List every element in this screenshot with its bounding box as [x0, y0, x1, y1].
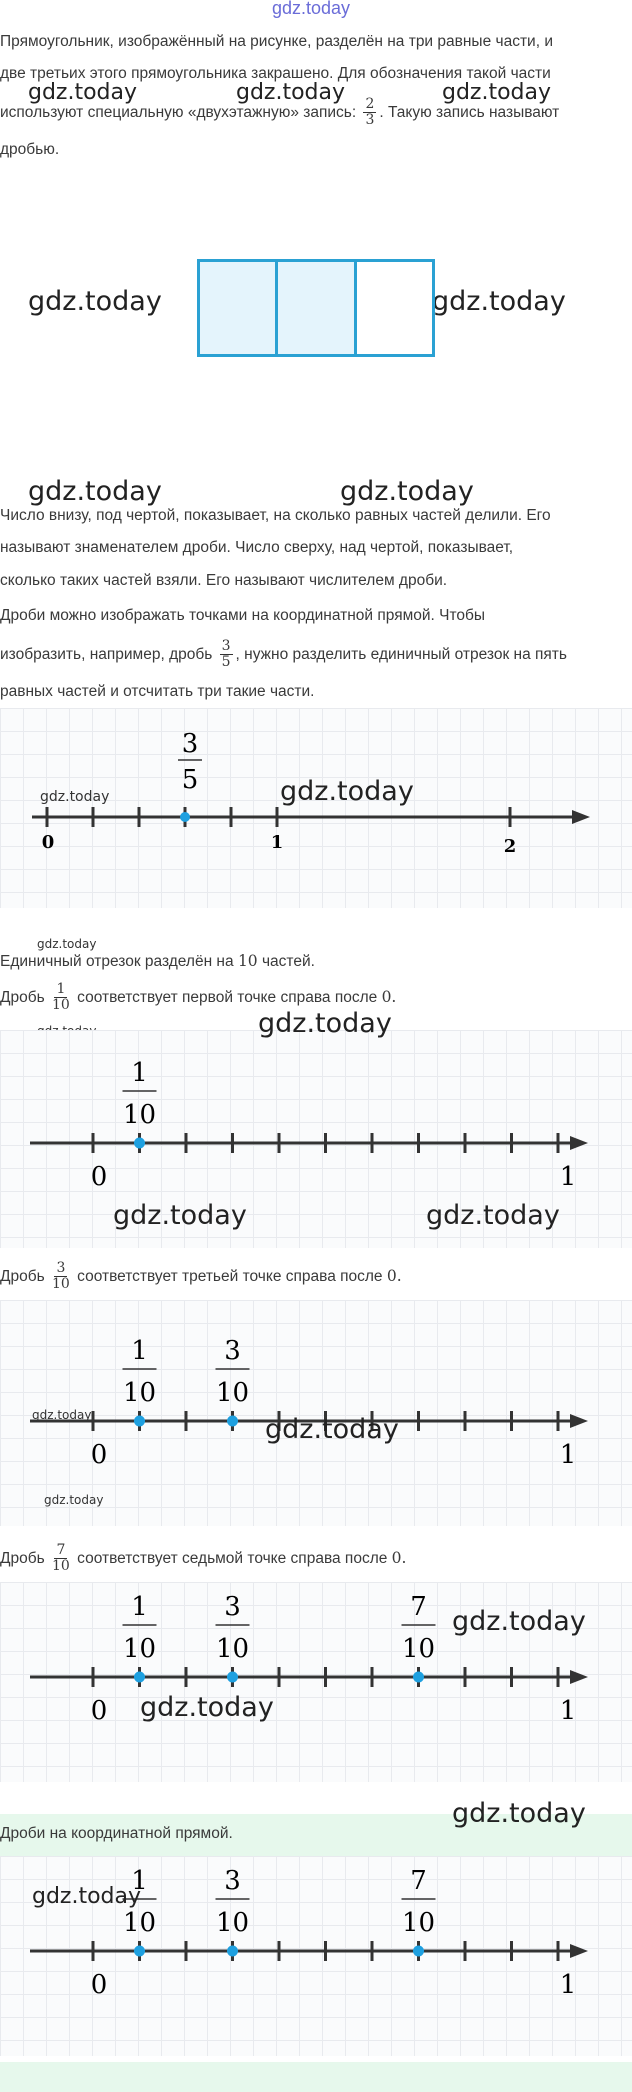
- watermark: gdz.today: [140, 1692, 274, 1723]
- point-label-denominator: 10: [215, 1378, 250, 1408]
- label-2: 2: [503, 836, 517, 857]
- point-label-numerator: 1: [131, 1058, 148, 1088]
- point-label-denominator: 10: [401, 1908, 436, 1938]
- intro-line-1: Прямоугольник, изображённый на рисунке, разделён на три равные части, и: [0, 33, 553, 50]
- label-one: 1: [559, 1440, 577, 1470]
- label-0: 0: [41, 832, 55, 853]
- point-1-10: [134, 1672, 145, 1683]
- divided-rectangle: [197, 259, 435, 357]
- point-1-10: [134, 1416, 145, 1427]
- point-3-10: [227, 1416, 238, 1427]
- watermark: gdz.today: [426, 1200, 560, 1231]
- watermark: gdz.today: [32, 1884, 142, 1909]
- watermark: gdz.today: [113, 1200, 247, 1231]
- para2-line-5-start: изобразить, например, дробь: [0, 646, 213, 663]
- watermark: gdz.today: [265, 1414, 399, 1445]
- para2-line-1: Число внизу, под чертой, показывает, на сколько равных частей делили. Его: [0, 507, 551, 524]
- watermark: gdz.today: [28, 80, 138, 105]
- point-label-denominator: 10: [122, 1100, 157, 1130]
- point-3-10: [227, 1946, 238, 1957]
- para2-line-6: равных частей и отсчитать три такие части.: [0, 683, 315, 700]
- label-zero: 0: [90, 1162, 108, 1192]
- label-one: 1: [559, 1162, 577, 1192]
- point-label-denominator: 5: [181, 765, 199, 795]
- point-7-10: [413, 1672, 424, 1683]
- label-one: 1: [559, 1970, 577, 2000]
- para2-line-4: Дроби можно изображать точками на координатной прямой. Чтобы: [0, 607, 486, 624]
- point-label-denominator: 10: [215, 1634, 250, 1664]
- rectangle-part-shaded: [278, 262, 356, 354]
- point-label-numerator: 3: [224, 1336, 241, 1366]
- para2-line-3: сколько таких частей взяли. Его называют числителем дроби.: [0, 572, 448, 589]
- text-fraction-7-10: Дробь $\frac{7}{10}$ соответствует седьмой точке справа после 0.: [0, 1542, 407, 1575]
- point-7-10: [413, 1946, 424, 1957]
- label-zero: 0: [90, 1696, 108, 1726]
- label-one: 1: [559, 1696, 577, 1726]
- text-fraction-3-10: Дробь $\frac{3}{10}$ соответствует третьей точке справа после 0.: [0, 1260, 402, 1293]
- watermark: gdz.today: [40, 789, 110, 805]
- watermark: gdz.today: [340, 476, 474, 507]
- axis-arrow: [570, 1136, 588, 1150]
- watermark: gdz.today: [37, 937, 97, 951]
- point-label-numerator: 1: [131, 1336, 148, 1366]
- watermark: gdz.today: [442, 80, 552, 105]
- watermark: gdz.today: [280, 776, 414, 807]
- fraction-three-fifths: $\frac{3}{5}$: [221, 638, 231, 671]
- axis-arrow: [572, 810, 590, 824]
- para2-line-2: называют знаменателем дроби. Число сверху, над чертой, показывает,: [0, 539, 514, 556]
- intro-line-3-end: . Такую запись называют: [379, 104, 560, 121]
- summary-heading: Дроби на координатной прямой.: [0, 1825, 233, 1842]
- watermark: gdz.today: [28, 286, 162, 317]
- point-label-numerator: 3: [224, 1592, 241, 1622]
- point-label-denominator: 10: [122, 1378, 157, 1408]
- fraction-two-thirds: $\frac{2}{3}$: [365, 96, 375, 129]
- watermark: gdz.today: [452, 1798, 586, 1829]
- para2-line-5: [0, 639, 626, 671]
- watermark: gdz.today: [44, 1493, 104, 1507]
- para2-line-5-end: , нужно разделить единичный отрезок на пять: [235, 646, 567, 663]
- watermark: gdz.today: [432, 286, 566, 317]
- watermark: gdz.today: [258, 1008, 392, 1039]
- bottom-band: [0, 2062, 632, 2092]
- intro-line-3-start: используют специальную «двухэтажную» запись:: [0, 104, 357, 121]
- point-label-numerator: 1: [131, 1866, 148, 1896]
- point-label-numerator: 7: [410, 1592, 427, 1622]
- axis-arrow: [570, 1944, 588, 1958]
- text-divided-into-10: Единичный отрезок разделён на 10 частей.: [0, 952, 315, 970]
- point-1-10: [134, 1946, 145, 1957]
- intro-line-2: две третьих этого прямоугольника закрашено. Для обозначения такой части: [0, 65, 551, 82]
- axis-arrow: [570, 1414, 588, 1428]
- point-label-numerator: 3: [224, 1866, 241, 1896]
- label-zero: 0: [90, 1970, 108, 2000]
- point-label-numerator: 1: [131, 1592, 148, 1622]
- point-3-10: [227, 1672, 238, 1683]
- point-three-fifths: [180, 812, 190, 822]
- rectangle-part-shaded: [200, 262, 278, 354]
- intro-line-4: дробью.: [0, 141, 60, 158]
- text-fraction-1-10: Дробь $\frac{1}{10}$ соответствует первой точке справа после 0.: [0, 981, 397, 1014]
- number-line-fifths: [0, 708, 632, 908]
- point-label-numerator: 7: [410, 1866, 427, 1896]
- watermark: gdz.today: [236, 80, 346, 105]
- axis-arrow: [570, 1670, 588, 1684]
- watermark: gdz.today: [452, 1606, 586, 1637]
- point-label-denominator: 10: [401, 1634, 436, 1664]
- point-label-numerator: 3: [181, 729, 199, 759]
- label-zero: 0: [90, 1440, 108, 1470]
- point-label-denominator: 10: [122, 1908, 157, 1938]
- watermark-top: gdz.today: [272, 0, 351, 18]
- point-label-denominator: 10: [122, 1634, 157, 1664]
- watermark: gdz.today: [32, 1408, 92, 1422]
- point-1-10: [134, 1138, 145, 1149]
- watermark: gdz.today: [28, 476, 162, 507]
- label-1: 1: [270, 832, 284, 853]
- point-label-denominator: 10: [215, 1908, 250, 1938]
- rectangle-part-empty: [357, 262, 432, 354]
